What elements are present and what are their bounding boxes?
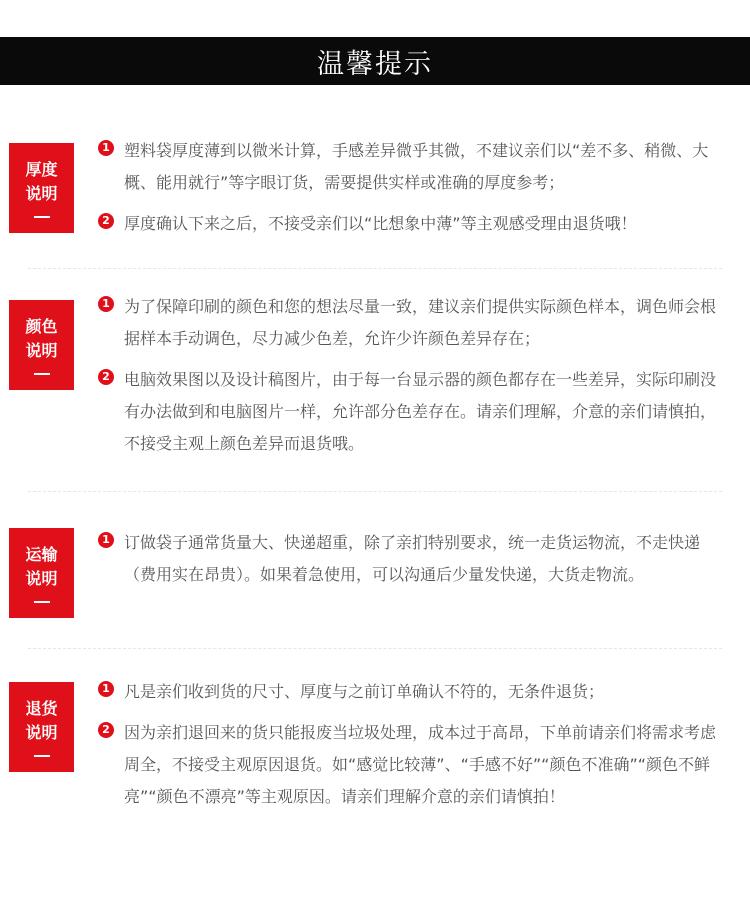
item-text: 为了保障印刷的颜色和您的想法尽量一致，建议亲们提供实际颜色样本，调色师会根据样本手动调色，尽力减少色差，允许少许颜色差异存在； (124, 297, 717, 348)
number-badge: 2 (98, 213, 114, 229)
number-badge: 2 (98, 369, 114, 385)
divider (28, 268, 722, 269)
divider (28, 648, 722, 649)
divider (28, 491, 722, 492)
item-text: 凡是亲们收到货的尺寸、厚度与之前订单确认不符的，无条件退货； (124, 682, 605, 701)
item-text: 塑料袋厚度薄到以微米计算，手感差异微乎其微，不建议亲们以“差不多、稍微、大概、能用就行”等字眼订货，需要提供实样或准确的厚度参考； (124, 141, 709, 192)
page-header (0, 37, 750, 85)
label-dash (34, 755, 50, 757)
list-item (98, 527, 720, 591)
list-item (98, 717, 720, 813)
item-text: 厚度确认下来之后，不接受亲们以“比想象中薄”等主观感受理由退货哦！ (124, 214, 637, 233)
number-badge: 2 (98, 722, 114, 738)
label-dash (34, 216, 50, 218)
label-dash (34, 373, 50, 375)
number-badge: 1 (98, 532, 114, 548)
number-badge: 1 (98, 140, 114, 156)
section-label: 颜色 说明 (9, 300, 74, 390)
page-title: 温馨提示 (317, 48, 433, 80)
item-text: 订做袋子通常货量大、快递超重，除了亲扪特别要求，统一走货运物流，不走快递（费用实在昂贵）。如果着急使用，可以沟通后少量发快递，大货走物流。 (124, 533, 701, 584)
section-label: 厚度 说明 (9, 143, 74, 233)
list-item (98, 676, 720, 708)
label-dash (34, 601, 50, 603)
list-item (98, 364, 720, 460)
item-text: 因为亲扪退回来的货只能报废当垃圾处理，成本过于高昂，下单前请亲们将需求考虑周全，不接受主观原因退货。如“感觉比较薄”、“手感不好”“颜色不准确”“颜色不鲜亮”“颜色不漂亮”等主观原因。请亲们理解介意的亲们请慎拍！ (124, 723, 717, 806)
section-label: 退货 说明 (9, 682, 74, 772)
section-label: 运输 说明 (9, 528, 74, 618)
item-text: 电脑效果图以及设计稿图片，由于每一台显示器的颜色都存在一些差异，实际印刷没有办法做到和电脑图片一样，允许部分色差存在。请亲们理解，介意的亲们请慎拍，不接受主观上颜色差异而退货哦。 (124, 370, 717, 453)
list-item (98, 135, 720, 199)
list-item (98, 208, 720, 240)
number-badge: 1 (98, 681, 114, 697)
list-item (98, 291, 720, 355)
number-badge: 1 (98, 296, 114, 312)
